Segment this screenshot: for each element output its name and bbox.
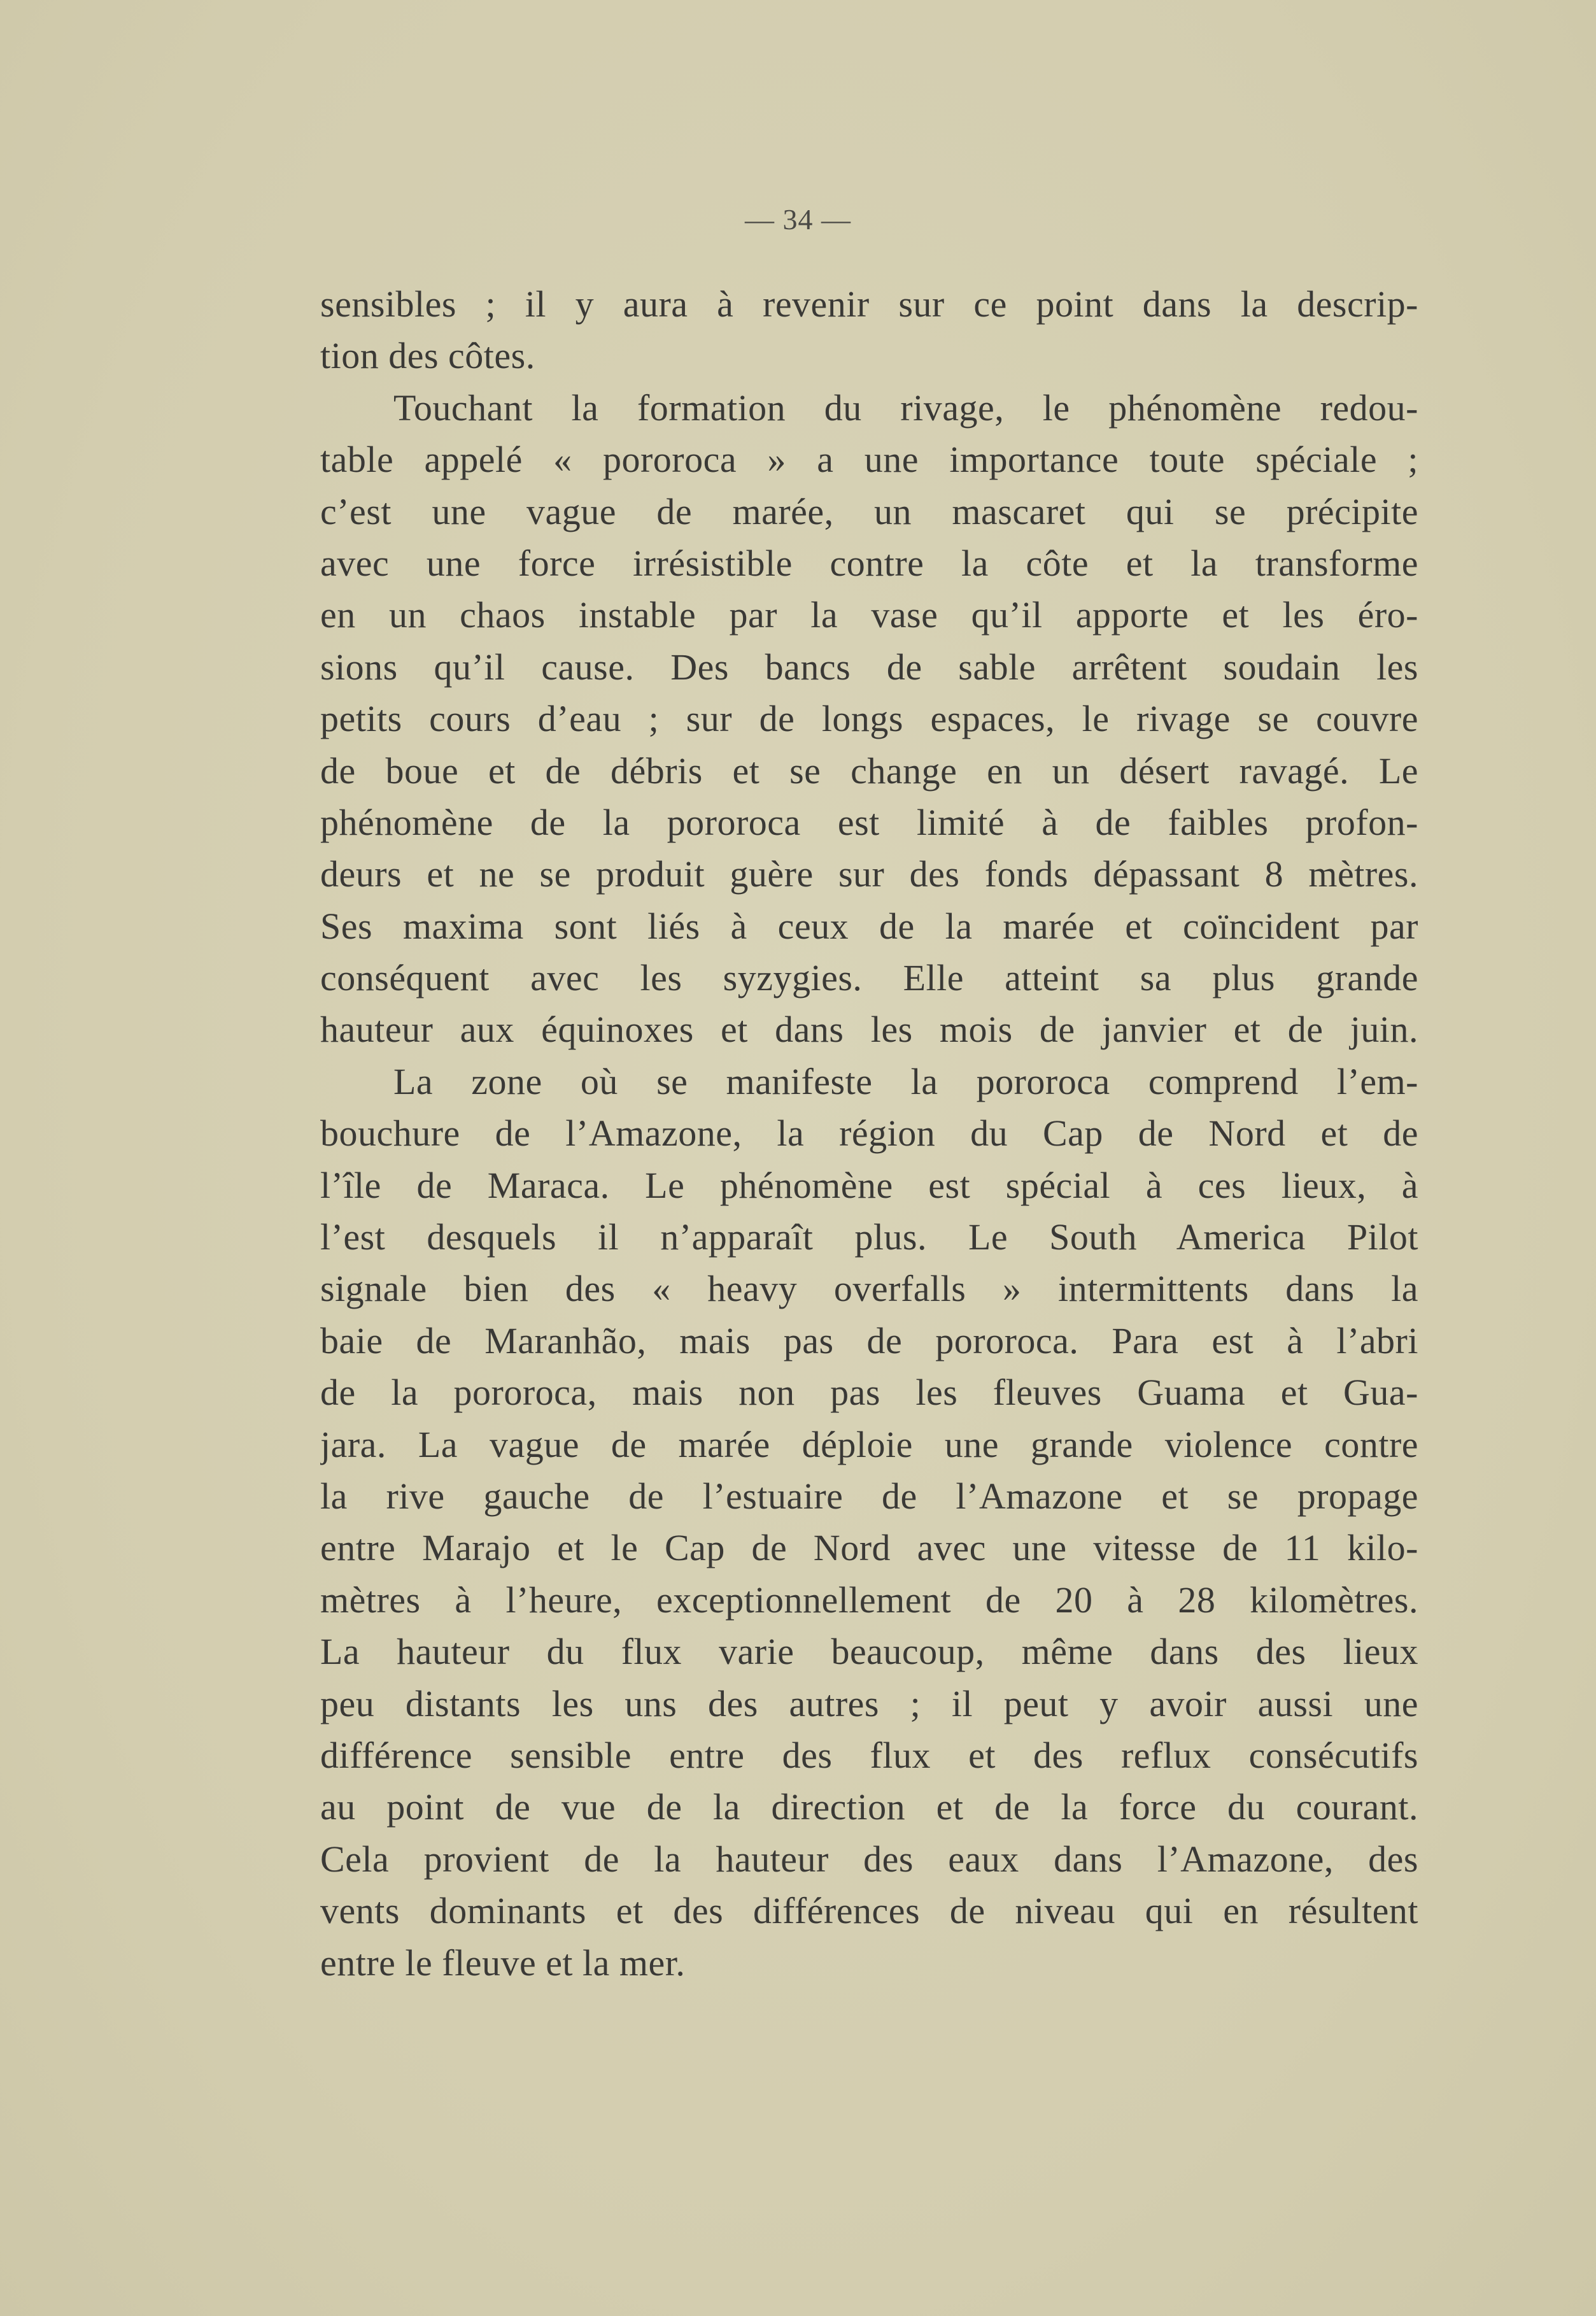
text-line: l’est desquels il n’apparaît plus. Le South America Pilot	[320, 1216, 1418, 1258]
text-line: deurs et ne se produit guère sur des fonds dépassant 8 mètres.	[320, 853, 1418, 895]
text-line: sions qu’il cause. Des bancs de sable arrêtent soudain les	[320, 646, 1418, 688]
text-line: avec une force irrésistible contre la côte et la transforme	[320, 542, 1418, 584]
text-line: de boue et de débris et se change en un désert ravagé. Le	[320, 750, 1418, 792]
text-line: Ses maxima sont liés à ceux de la marée et coïncident par	[320, 905, 1418, 947]
text-line: entre le fleuve et la mer.	[320, 1942, 686, 1984]
text-line: mètres à l’heure, exceptionnellement de 20 à 28 kilomètres.	[320, 1579, 1418, 1621]
text-line: baie de Maranhão, mais pas de pororoca. Para est à l’abri	[320, 1319, 1418, 1361]
text-line: hauteur aux équinoxes et dans les mois de janvier et de juin.	[320, 1009, 1418, 1051]
text-line: La zone où se manifeste la pororoca comprend l’em-	[393, 1060, 1418, 1102]
text-line: l’île de Maraca. Le phénomène est spécial à ces lieux, à	[320, 1164, 1418, 1206]
text-line: Touchant la formation du rivage, le phénomène redou-	[393, 387, 1418, 429]
text-line: tion des côtes.	[320, 335, 535, 377]
text-line: de la pororoca, mais non pas les fleuves Guama et Gua-	[320, 1372, 1418, 1414]
text-line: entre Marajo et le Cap de Nord avec une vitesse de 11 kilo-	[320, 1527, 1418, 1569]
text-line: peu distants les uns des autres ; il peut y avoir aussi une	[320, 1682, 1418, 1724]
text-line: petits cours d’eau ; sur de longs espaces, le rivage se couvre	[320, 698, 1418, 740]
text-line: au point de vue de la direction et de la force du courant.	[320, 1786, 1418, 1828]
text-line: conséquent avec les syzygies. Elle atteint sa plus grande	[320, 957, 1418, 999]
text-line: la rive gauche de l’estuaire de l’Amazone et se propage	[320, 1475, 1418, 1517]
text-line: phénomène de la pororoca est limité à de faibles profon-	[320, 801, 1418, 843]
text-line: La hauteur du flux varie beaucoup, même dans des lieux	[320, 1631, 1418, 1673]
body-text	[320, 278, 1418, 1989]
text-line: table appelé « pororoca » a une importance toute spéciale ;	[320, 439, 1418, 481]
text-line: différence sensible entre des flux et des reflux consécutifs	[320, 1734, 1418, 1776]
text-line: vents dominants et des différences de niveau qui en résultent	[320, 1890, 1418, 1932]
text-line: Cela provient de la hauteur des eaux dans l’Amazone, des	[320, 1838, 1418, 1880]
text-line: c’est une vague de marée, un mascaret qui se précipite	[320, 490, 1418, 532]
text-line: sensibles ; il y aura à revenir sur ce point dans la descrip-	[320, 283, 1418, 325]
text-line: en un chaos instable par la vase qu’il apporte et les éro-	[320, 594, 1418, 636]
page-number: — 34 —	[745, 203, 851, 236]
text-line: bouchure de l’Amazone, la région du Cap de Nord et de	[320, 1112, 1418, 1154]
text-line: signale bien des « heavy overfalls » intermittents dans la	[320, 1268, 1418, 1310]
text-line: jara. La vague de marée déploie une grande violence contre	[320, 1423, 1418, 1465]
